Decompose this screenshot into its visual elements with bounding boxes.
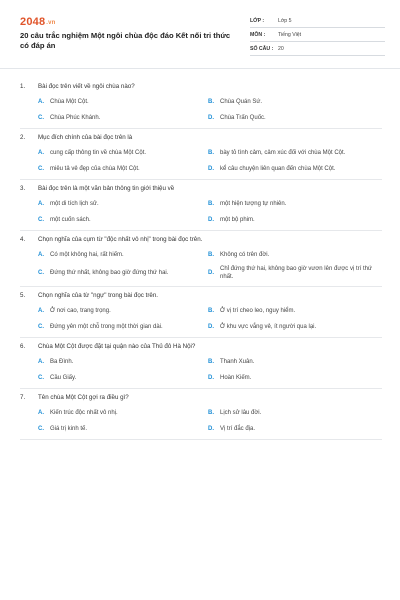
- meta-label: SỐ CÂU :: [250, 46, 274, 52]
- answer-option[interactable]: [38, 356, 208, 368]
- option-letter: D.: [208, 114, 214, 121]
- question-number: 7.: [20, 393, 26, 401]
- option-letter: D.: [208, 216, 214, 223]
- answer-option[interactable]: [208, 356, 384, 368]
- option-text: Ở khu vực vắng vẻ, ít người qua lại.: [220, 323, 317, 330]
- answer-option[interactable]: [38, 198, 208, 210]
- option-letter: A.: [38, 200, 44, 207]
- option-text: Vị trí đắc địa.: [220, 425, 256, 432]
- question-list: [20, 78, 382, 440]
- answer-option[interactable]: [38, 305, 208, 317]
- answer-option[interactable]: [38, 372, 208, 384]
- question-text: Mục đích chính của bài đọc trên là: [38, 134, 133, 141]
- option-text: Ở vị trí cheo leo, nguy hiểm.: [220, 307, 296, 314]
- question-item: [20, 338, 382, 389]
- question-line: [20, 82, 382, 91]
- answer-option[interactable]: [38, 112, 208, 124]
- question-item: [20, 287, 382, 338]
- page-header: [20, 14, 385, 60]
- option-text: một bộ phim.: [220, 216, 255, 223]
- option-letter: B.: [208, 307, 214, 314]
- option-text: Chùa Phúc Khánh.: [50, 114, 101, 121]
- option-text: Chùa Quán Sứ.: [220, 98, 263, 105]
- answer-option[interactable]: [38, 265, 208, 282]
- site-logo[interactable]: [20, 16, 56, 28]
- answer-option[interactable]: [208, 96, 384, 108]
- meta-value: Lớp 5: [278, 18, 292, 24]
- answer-options: [20, 249, 382, 282]
- meta-label: MÔN :: [250, 32, 266, 38]
- option-letter: B.: [208, 251, 214, 258]
- answer-option[interactable]: [38, 249, 208, 261]
- option-text: Không có trên đời.: [220, 251, 270, 258]
- option-letter: B.: [208, 409, 214, 416]
- option-text: kể câu chuyện liên quan đến chùa Một Cột.: [220, 165, 336, 172]
- page-title: 20 câu trắc nghiệm Một ngôi chùa độc đáo Kết nối tri thức có đáp án: [20, 31, 231, 50]
- meta-value: 20: [278, 46, 284, 52]
- question-text: Chọn nghĩa của cụm từ "độc nhất vô nhị" trong bài đọc trên.: [38, 236, 203, 243]
- answer-option[interactable]: [208, 147, 384, 159]
- answer-option[interactable]: [208, 112, 384, 124]
- option-letter: C.: [38, 323, 44, 330]
- question-number: 3.: [20, 185, 26, 192]
- option-letter: C.: [38, 270, 44, 277]
- answer-option[interactable]: [38, 96, 208, 108]
- option-letter: C.: [38, 425, 44, 432]
- answer-option[interactable]: [38, 147, 208, 159]
- option-letter: B.: [208, 149, 214, 156]
- question-line: [20, 235, 382, 244]
- option-letter: C.: [38, 216, 44, 223]
- option-text: Hoàn Kiếm.: [220, 374, 252, 381]
- question-number: 1.: [20, 83, 26, 90]
- question-text: Bài đọc trên viết về ngôi chùa nào?: [38, 83, 135, 90]
- option-letter: A.: [38, 251, 44, 258]
- option-text: Đứng yên một chỗ trong một thời gian dài.: [50, 323, 163, 330]
- option-letter: A.: [38, 358, 44, 365]
- answer-option[interactable]: [38, 214, 208, 226]
- question-line: [20, 342, 382, 351]
- option-letter: B.: [208, 200, 214, 207]
- option-letter: D.: [208, 165, 214, 172]
- answer-options: [20, 407, 382, 435]
- answer-options: [20, 147, 382, 175]
- question-item: [20, 231, 382, 287]
- question-line: [20, 291, 382, 300]
- meta-row-subject: [250, 28, 385, 42]
- option-text: Có một không hai, rất hiếm.: [50, 251, 124, 258]
- option-text: Chùa Một Cột.: [50, 98, 89, 105]
- option-text: Kiến trúc độc nhất vô nhị.: [50, 409, 118, 416]
- meta-value: Tiếng Việt: [278, 32, 302, 38]
- option-text: Thanh Xuân.: [220, 358, 255, 365]
- question-line: [20, 133, 382, 142]
- option-letter: C.: [38, 165, 44, 172]
- logo-suffix: .vn: [46, 20, 56, 26]
- option-text: Ở nơi cao, trang trọng.: [50, 307, 111, 314]
- option-letter: A.: [38, 409, 44, 416]
- answer-option[interactable]: [208, 198, 384, 210]
- option-letter: C.: [38, 114, 44, 121]
- answer-option[interactable]: [208, 372, 384, 384]
- question-number: 5.: [20, 291, 26, 299]
- option-text: Đứng thứ nhất, không bao giờ đứng thứ hai.: [50, 270, 169, 277]
- meta-label: LỚP :: [250, 18, 265, 24]
- answer-option[interactable]: [208, 423, 384, 435]
- option-text: miêu tả vẻ đẹp của chùa Một Cột.: [50, 165, 140, 172]
- question-text: Tên chùa Một Cột gợi ra điều gì?: [38, 393, 129, 401]
- answer-option[interactable]: [208, 214, 384, 226]
- answer-option[interactable]: [38, 407, 208, 419]
- question-item: [20, 389, 382, 440]
- answer-option[interactable]: [208, 321, 384, 333]
- option-text: một di tích lịch sử.: [50, 200, 99, 207]
- question-line: [20, 393, 382, 402]
- question-number: 6.: [20, 342, 26, 350]
- answer-option[interactable]: [208, 305, 384, 317]
- answer-option[interactable]: [208, 265, 384, 282]
- meta-row-grade: [250, 14, 385, 28]
- option-text: Cầu Giấy.: [50, 374, 77, 381]
- meta-table: [250, 14, 385, 56]
- option-letter: A.: [38, 98, 44, 105]
- option-letter: A.: [38, 307, 44, 314]
- question-item: [20, 180, 382, 231]
- question-item: [20, 129, 382, 180]
- question-text: Chọn nghĩa của từ "ngự" trong bài đọc trên.: [38, 291, 159, 299]
- option-letter: D.: [208, 323, 214, 330]
- option-text: Ba Đình.: [50, 358, 74, 365]
- answer-options: [20, 96, 382, 124]
- answer-options: [20, 305, 382, 333]
- option-text: Chỉ đứng thứ hai, không bao giờ vươn lên được vị trí thứ nhất.: [220, 266, 372, 281]
- question-item: [20, 78, 382, 129]
- option-text: một cuốn sách.: [50, 216, 91, 223]
- answer-option[interactable]: [38, 163, 208, 175]
- answer-option[interactable]: [208, 163, 384, 175]
- answer-option[interactable]: [208, 407, 384, 419]
- answer-option[interactable]: [38, 321, 208, 333]
- meta-row-count: [250, 42, 385, 56]
- question-number: 4.: [20, 236, 26, 243]
- question-line: [20, 184, 382, 193]
- option-text: Giá trị kinh tế.: [50, 425, 88, 432]
- option-letter: B.: [208, 98, 214, 105]
- option-letter: C.: [38, 374, 44, 381]
- option-text: Lịch sử lâu đời.: [220, 409, 262, 416]
- answer-options: [20, 198, 382, 226]
- answer-option[interactable]: [38, 423, 208, 435]
- answer-option[interactable]: [208, 249, 384, 261]
- option-letter: D.: [208, 374, 214, 381]
- logo-text: 2048: [20, 16, 46, 28]
- option-text: Chùa Trấn Quốc.: [220, 114, 266, 121]
- question-number: 2.: [20, 134, 26, 141]
- option-text: một hiện tượng tự nhiên.: [220, 200, 287, 207]
- header-divider: [0, 68, 400, 69]
- option-text: bày tỏ tình cảm, cảm xúc đối với chùa Một Cột.: [220, 149, 346, 156]
- option-letter: B.: [208, 358, 214, 365]
- answer-options: [20, 356, 382, 384]
- option-letter: A.: [38, 149, 44, 156]
- option-letter: D.: [208, 270, 214, 277]
- question-text: Chùa Một Cột được đặt tại quận nào của Thủ đô Hà Nội?: [38, 342, 196, 350]
- question-text: Bài đọc trên là một văn bản thông tin giới thiệu về: [38, 185, 175, 192]
- option-letter: D.: [208, 425, 214, 432]
- option-text: cung cấp thông tin về chùa Một Cột.: [50, 149, 147, 156]
